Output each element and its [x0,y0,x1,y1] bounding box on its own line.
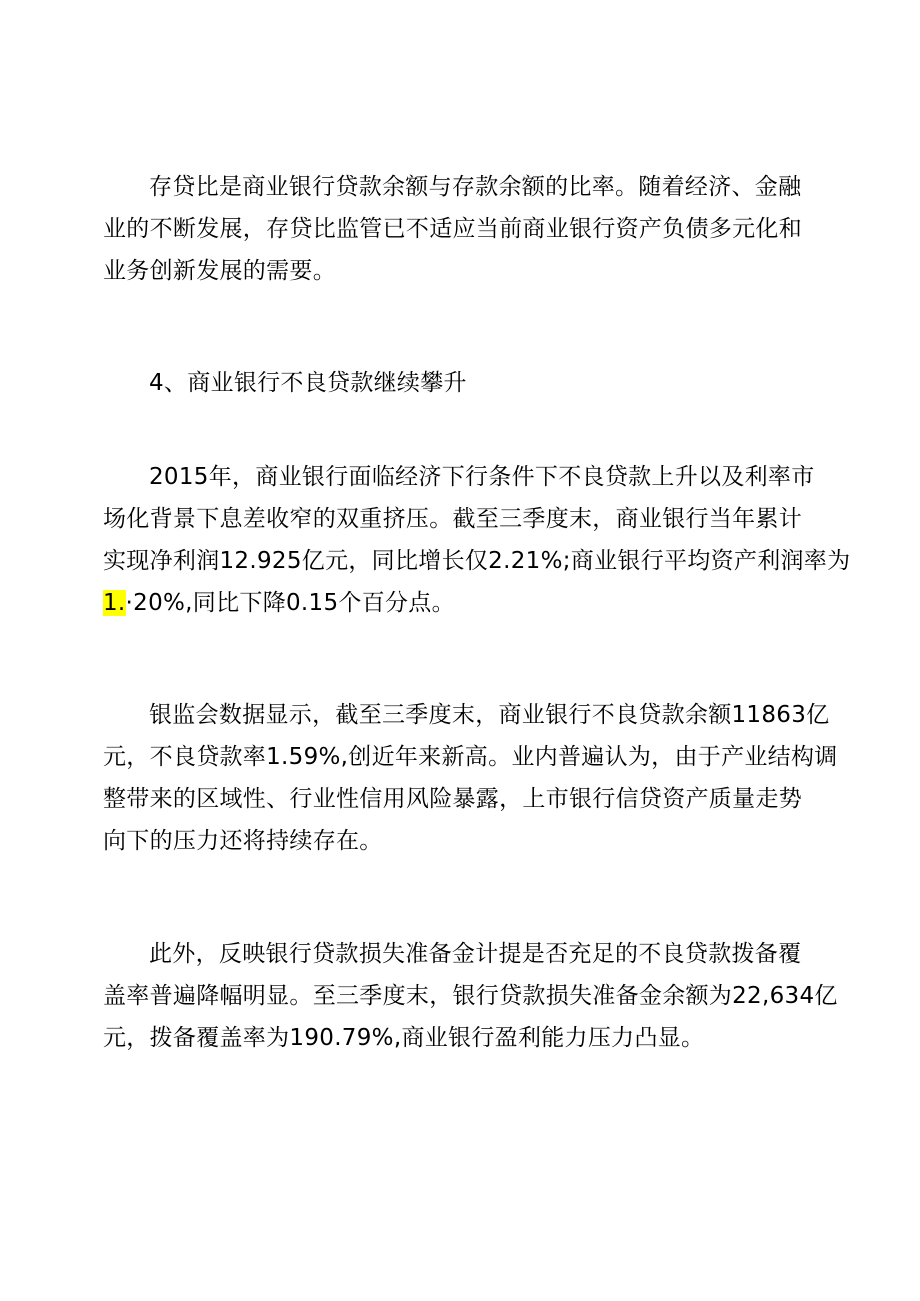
text-line: 场化背景下息差收窄的双重挤压。截至三季度末，商业银行当年累计 [103,506,802,532]
text-line: 业务创新发展的需要。 [103,258,336,284]
text-line: 银监会数据显示，截至三季度末，商业银行不良贷款余额11863亿 [149,702,830,728]
paragraph-loan-deposit-ratio [103,166,823,292]
text-line: 业的不断发展，存贷比监管已不适应当前商业银行资产负债多元化和 [103,216,802,242]
paragraph-provision-coverage [103,933,838,1059]
section-heading [103,362,823,404]
text-line: 盖率普遍降幅明显。至三季度末，银行贷款损失准备金余额为22,634亿 [103,983,838,1009]
text-line: 向下的压力还将持续存在。 [103,828,383,854]
text-line: 此外，反映银行贷款损失准备金计提是否充足的不良贷款拨备覆 [149,941,802,967]
text-line: 2015年，商业银行面临经济下行条件下不良贷款上升以及利率市 [149,464,815,490]
text-line: 元，不良贷款率1.59%,创近年来新高。业内普遍认为，由于产业结构调 [103,744,838,770]
text-line: 元，拨备覆盖率为190.79%,商业银行盈利能力压力凸显。 [103,1025,705,1051]
highlighted-text: 1. [103,590,126,616]
paragraph-npl [103,694,838,862]
heading-text: 4、商业银行不良贷款继续攀升 [149,370,467,396]
text-span: ·20%,同比下降0.15个百分点。 [125,590,455,616]
text-line: 整带来的区域性、行业性信用风险暴露，上市银行信贷资产质量走势 [103,786,802,812]
text-line: 存贷比是商业银行贷款余额与存款余额的比率。随着经济、金融 [149,174,802,200]
text-line [103,582,823,624]
text-line: 实现净利润12.925亿元，同比增长仅2.21%;商业银行平均资产利润率为 [103,548,851,574]
paragraph-profit [103,456,851,624]
